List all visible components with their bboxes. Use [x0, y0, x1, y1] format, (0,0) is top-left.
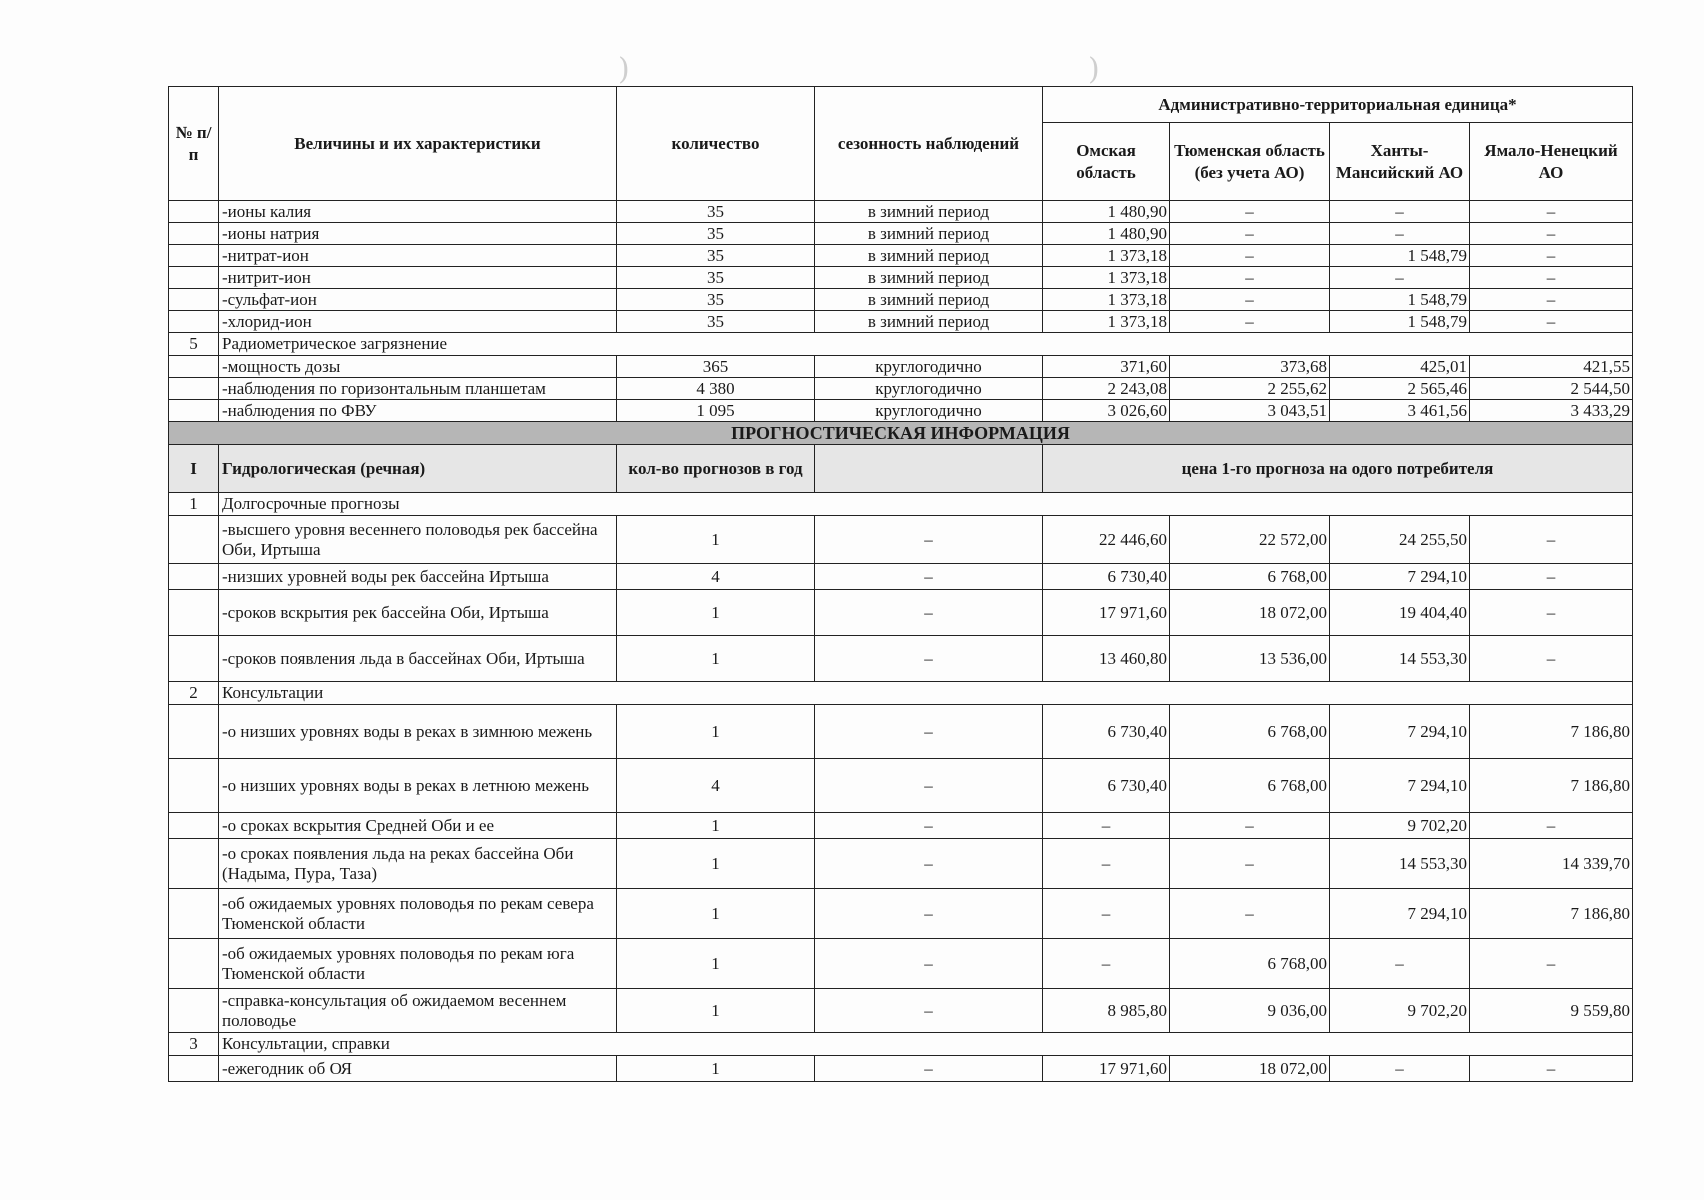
value-omsk: 8 985,80 [1043, 989, 1170, 1033]
value-omsk: 1 373,18 [1043, 311, 1170, 333]
value-omsk: 6 730,40 [1043, 759, 1170, 813]
table-row [169, 400, 1633, 422]
value-yanao: – [1470, 245, 1633, 267]
row-season: круглогодично [815, 356, 1043, 378]
row-name: -о сроках вскрытия Средней Оби и ее [219, 813, 617, 839]
row-season: – [815, 989, 1043, 1033]
header-omsk: Омская область [1043, 123, 1170, 201]
row-qty: 4 380 [617, 378, 815, 400]
row-name: -ежегодник об ОЯ [219, 1056, 617, 1082]
value-yanao: 421,55 [1470, 356, 1633, 378]
value-tyumen: – [1170, 813, 1330, 839]
value-khmao: 7 294,10 [1330, 564, 1470, 590]
table-row [169, 516, 1633, 564]
row-qty: 35 [617, 201, 815, 223]
row-number-cell [169, 989, 219, 1033]
header-yanao: Ямало-Ненецкий АО [1470, 123, 1633, 201]
header-admin-unit: Административно-территориальная единица* [1043, 87, 1633, 123]
row-qty: 1 [617, 516, 815, 564]
value-tyumen: 373,68 [1170, 356, 1330, 378]
section-title: Консультации [219, 682, 1633, 705]
value-yanao: 7 186,80 [1470, 759, 1633, 813]
row-name: -сроков появления льда в бассейнах Оби, Иртыша [219, 636, 617, 682]
value-khmao: 7 294,10 [1330, 889, 1470, 939]
row-season: – [815, 636, 1043, 682]
radiometric-rows [169, 356, 1633, 422]
value-tyumen: – [1170, 267, 1330, 289]
value-khmao: 2 565,46 [1330, 378, 1470, 400]
value-tyumen: – [1170, 839, 1330, 889]
table-row [169, 223, 1633, 245]
row-qty: 1 [617, 590, 815, 636]
row-qty: 4 [617, 759, 815, 813]
row-season: – [815, 1056, 1043, 1082]
table-row [169, 636, 1633, 682]
table-row [169, 201, 1633, 223]
row-season: – [815, 813, 1043, 839]
reference-rows [169, 1056, 1633, 1082]
value-tyumen: 6 768,00 [1170, 759, 1330, 813]
table-row [169, 759, 1633, 813]
value-khmao: – [1330, 939, 1470, 989]
value-yanao: – [1470, 311, 1633, 333]
value-tyumen: 9 036,00 [1170, 989, 1330, 1033]
value-omsk: 1 373,18 [1043, 289, 1170, 311]
value-khmao: 24 255,50 [1330, 516, 1470, 564]
table-row [169, 939, 1633, 989]
value-yanao: 7 186,80 [1470, 705, 1633, 759]
section-title: Радиометрическое загрязнение [219, 333, 1633, 356]
row-season: – [815, 939, 1043, 989]
row-qty: 1 [617, 889, 815, 939]
value-omsk: 371,60 [1043, 356, 1170, 378]
row-number-cell [169, 1056, 219, 1082]
table-row [169, 889, 1633, 939]
value-yanao: – [1470, 289, 1633, 311]
row-season: – [815, 564, 1043, 590]
consult-section [169, 682, 1633, 705]
value-omsk: 1 480,90 [1043, 201, 1170, 223]
value-yanao: – [1470, 1056, 1633, 1082]
table-row [169, 813, 1633, 839]
row-season: в зимний период [815, 311, 1043, 333]
value-khmao: 19 404,40 [1330, 590, 1470, 636]
row-season: – [815, 889, 1043, 939]
table-row [169, 1056, 1633, 1082]
row-number-cell [169, 759, 219, 813]
subheader-qty: кол-во прогнозов в год [617, 445, 815, 493]
row-name: -о сроках появления льда на реках бассейна Оби (Надыма, Пура, Таза) [219, 839, 617, 889]
value-yanao: 7 186,80 [1470, 889, 1633, 939]
value-yanao: – [1470, 516, 1633, 564]
value-tyumen: 18 072,00 [1170, 1056, 1330, 1082]
table-row [169, 311, 1633, 333]
row-season: – [815, 839, 1043, 889]
value-yanao: 2 544,50 [1470, 378, 1633, 400]
row-number-cell [169, 705, 219, 759]
value-yanao: – [1470, 939, 1633, 989]
header-qty: количество [617, 87, 815, 201]
value-yanao: – [1470, 636, 1633, 682]
band-title: ПРОГНОСТИЧЕСКАЯ ИНФОРМАЦИЯ [169, 422, 1633, 445]
value-yanao: – [1470, 813, 1633, 839]
value-khmao: 14 553,30 [1330, 839, 1470, 889]
value-khmao: 1 548,79 [1330, 245, 1470, 267]
value-khmao: 7 294,10 [1330, 705, 1470, 759]
value-tyumen: – [1170, 889, 1330, 939]
header-tyumen: Тюменская область (без учета АО) [1170, 123, 1330, 201]
value-tyumen: – [1170, 245, 1330, 267]
row-qty: 365 [617, 356, 815, 378]
value-yanao: – [1470, 201, 1633, 223]
subheader-empty [815, 445, 1043, 493]
value-khmao: – [1330, 1056, 1470, 1082]
row-number-cell [169, 400, 219, 422]
value-khmao: – [1330, 201, 1470, 223]
table-row [169, 590, 1633, 636]
section-number: 2 [169, 682, 219, 705]
value-tyumen: 18 072,00 [1170, 590, 1330, 636]
value-yanao: 3 433,29 [1470, 400, 1633, 422]
row-season: круглогодично [815, 400, 1043, 422]
row-qty: 1 [617, 705, 815, 759]
scan-mark-right: ) [1088, 52, 1100, 87]
longterm-rows [169, 516, 1633, 682]
value-khmao: 9 702,20 [1330, 989, 1470, 1033]
section-number: 5 [169, 333, 219, 356]
value-tyumen: – [1170, 223, 1330, 245]
value-omsk: 3 026,60 [1043, 400, 1170, 422]
value-tyumen: 2 255,62 [1170, 378, 1330, 400]
row-qty: 4 [617, 564, 815, 590]
value-omsk: 6 730,40 [1043, 705, 1170, 759]
row-name: -хлорид-ион [219, 311, 617, 333]
table-row [169, 989, 1633, 1033]
row-number-cell [169, 223, 219, 245]
row-season: круглогодично [815, 378, 1043, 400]
row-name: -наблюдения по горизонтальным планшетам [219, 378, 617, 400]
value-khmao: 1 548,79 [1330, 311, 1470, 333]
table-row [169, 245, 1633, 267]
row-qty: 35 [617, 311, 815, 333]
row-number-cell [169, 889, 219, 939]
row-qty: 1 [617, 1056, 815, 1082]
row-number-cell [169, 378, 219, 400]
value-omsk: – [1043, 889, 1170, 939]
row-number-cell [169, 590, 219, 636]
row-number-cell [169, 289, 219, 311]
row-season: в зимний период [815, 267, 1043, 289]
forecast-band [169, 422, 1633, 516]
row-name: -о низших уровнях воды в реках в летнюю межень [219, 759, 617, 813]
row-name: -мощность дозы [219, 356, 617, 378]
row-season: – [815, 590, 1043, 636]
value-khmao: 14 553,30 [1330, 636, 1470, 682]
subheader-price: цена 1-го прогноза на одого потребителя [1043, 445, 1633, 493]
value-omsk: 1 373,18 [1043, 267, 1170, 289]
value-omsk: – [1043, 813, 1170, 839]
value-omsk: 1 480,90 [1043, 223, 1170, 245]
row-qty: 1 [617, 989, 815, 1033]
row-name: -о низших уровнях воды в реках в зимнюю межень [219, 705, 617, 759]
value-tyumen: 13 536,00 [1170, 636, 1330, 682]
row-number-cell [169, 201, 219, 223]
value-tyumen: 6 768,00 [1170, 705, 1330, 759]
value-yanao: 9 559,80 [1470, 989, 1633, 1033]
value-yanao: – [1470, 223, 1633, 245]
value-omsk: 1 373,18 [1043, 245, 1170, 267]
row-number-cell [169, 636, 219, 682]
value-khmao: 7 294,10 [1330, 759, 1470, 813]
value-yanao: – [1470, 590, 1633, 636]
header-khmao: Ханты-Мансийский АО [1330, 123, 1470, 201]
table-row [169, 839, 1633, 889]
subheader-num: I [169, 445, 219, 493]
value-khmao: 1 548,79 [1330, 289, 1470, 311]
value-omsk: 13 460,80 [1043, 636, 1170, 682]
value-khmao: 3 461,56 [1330, 400, 1470, 422]
row-number-cell [169, 356, 219, 378]
row-qty: 1 [617, 839, 815, 889]
section-number: 1 [169, 493, 219, 516]
row-name: -нитрит-ион [219, 267, 617, 289]
value-omsk: – [1043, 839, 1170, 889]
row-qty: 35 [617, 289, 815, 311]
section-title: Долгосрочные прогнозы [219, 493, 1633, 516]
value-yanao: – [1470, 267, 1633, 289]
value-tyumen: – [1170, 201, 1330, 223]
row-name: -нитрат-ион [219, 245, 617, 267]
row-qty: 1 [617, 939, 815, 989]
value-tyumen: 6 768,00 [1170, 564, 1330, 590]
scan-mark-left: ) [618, 52, 630, 87]
value-tyumen: 6 768,00 [1170, 939, 1330, 989]
row-season: – [815, 705, 1043, 759]
row-qty: 35 [617, 245, 815, 267]
value-omsk: 22 446,60 [1043, 516, 1170, 564]
value-khmao: – [1330, 223, 1470, 245]
row-season: – [815, 516, 1043, 564]
value-omsk: 17 971,60 [1043, 1056, 1170, 1082]
row-number-cell [169, 939, 219, 989]
row-season: – [815, 759, 1043, 813]
row-number-cell [169, 267, 219, 289]
row-season: в зимний период [815, 223, 1043, 245]
row-name: -об ожидаемых уровнях половодья по рекам юга Тюменской области [219, 939, 617, 989]
header-values: Величины и их характеристики [219, 87, 617, 201]
row-number-cell [169, 311, 219, 333]
row-number-cell [169, 839, 219, 889]
row-season: в зимний период [815, 289, 1043, 311]
row-number-cell [169, 813, 219, 839]
value-khmao: 9 702,20 [1330, 813, 1470, 839]
value-tyumen: – [1170, 311, 1330, 333]
row-name: -высшего уровня весеннего половодья рек бассейна Оби, Иртыша [219, 516, 617, 564]
radiometric-section [169, 333, 1633, 356]
value-khmao: – [1330, 267, 1470, 289]
value-omsk: 6 730,40 [1043, 564, 1170, 590]
value-omsk: 2 243,08 [1043, 378, 1170, 400]
value-yanao: – [1470, 564, 1633, 590]
chemistry-rows [169, 201, 1633, 333]
table-row [169, 356, 1633, 378]
row-number-cell [169, 245, 219, 267]
row-season: в зимний период [815, 245, 1043, 267]
value-omsk: – [1043, 939, 1170, 989]
row-name: -ионы натрия [219, 223, 617, 245]
value-tyumen: 22 572,00 [1170, 516, 1330, 564]
table-row [169, 564, 1633, 590]
row-qty: 1 [617, 636, 815, 682]
subheader-name: Гидрологическая (речная) [219, 445, 617, 493]
row-name: -сульфат-ион [219, 289, 617, 311]
row-name: -низших уровней воды рек бассейна Иртыша [219, 564, 617, 590]
value-tyumen: – [1170, 289, 1330, 311]
value-tyumen: 3 043,51 [1170, 400, 1330, 422]
value-khmao: 425,01 [1330, 356, 1470, 378]
row-name: -об ожидаемых уровнях половодья по рекам севера Тюменской области [219, 889, 617, 939]
row-name: -ионы калия [219, 201, 617, 223]
section-number: 3 [169, 1033, 219, 1056]
row-name: -наблюдения по ФВУ [219, 400, 617, 422]
table-row [169, 289, 1633, 311]
price-table [168, 86, 1632, 1082]
table-row [169, 705, 1633, 759]
row-number-cell [169, 564, 219, 590]
row-qty: 35 [617, 223, 815, 245]
value-yanao: 14 339,70 [1470, 839, 1633, 889]
row-qty: 1 095 [617, 400, 815, 422]
value-omsk: 17 971,60 [1043, 590, 1170, 636]
header-num: № п/п [169, 87, 219, 201]
row-qty: 1 [617, 813, 815, 839]
reference-section [169, 1033, 1633, 1056]
section-title: Консультации, справки [219, 1033, 1633, 1056]
row-qty: 35 [617, 267, 815, 289]
table-row [169, 267, 1633, 289]
row-season: в зимний период [815, 201, 1043, 223]
row-number-cell [169, 516, 219, 564]
table-row [169, 378, 1633, 400]
row-name: -справка-консультация об ожидаемом весеннем половодье [219, 989, 617, 1033]
header-season: сезонность наблюдений [815, 87, 1043, 201]
row-name: -сроков вскрытия рек бассейна Оби, Иртыша [219, 590, 617, 636]
consult-rows [169, 705, 1633, 1033]
